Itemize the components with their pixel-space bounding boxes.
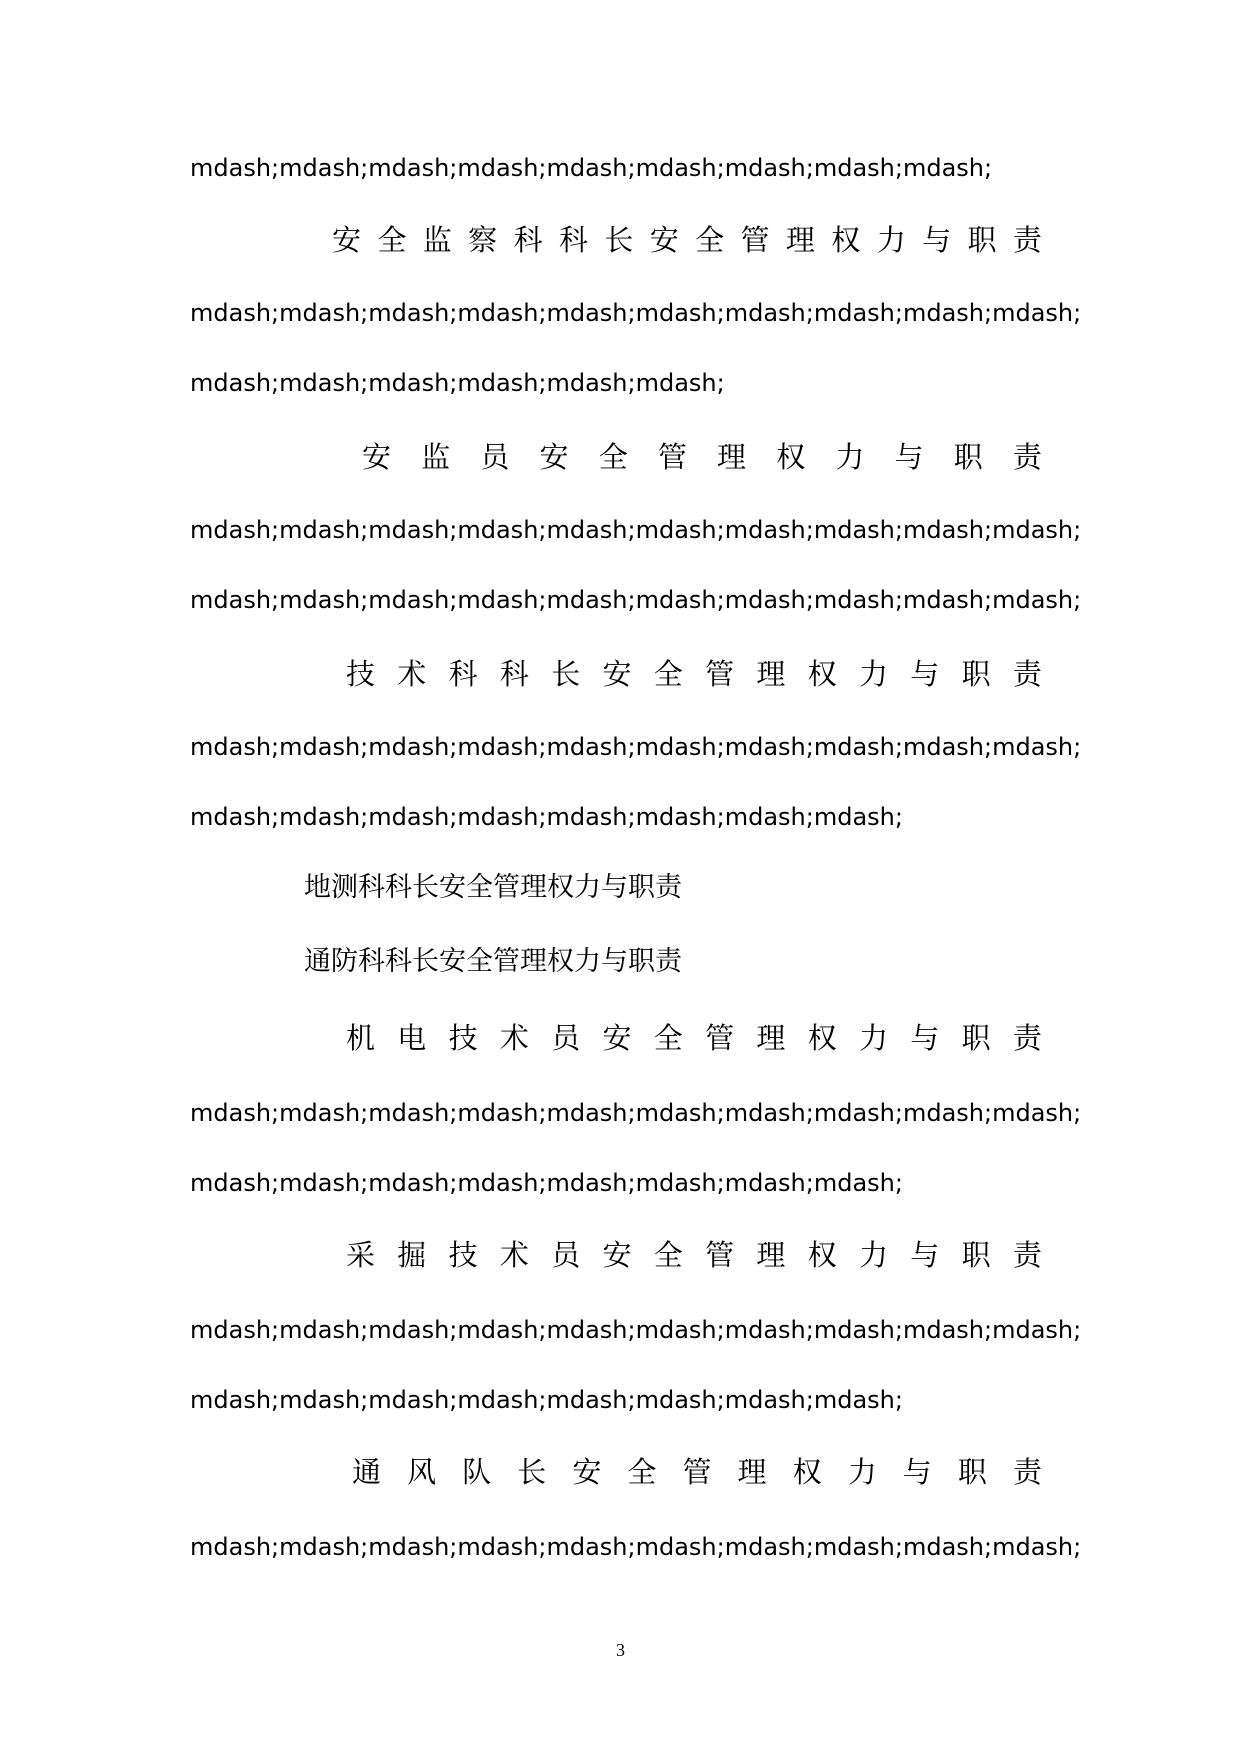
heading-char: 全 — [598, 440, 628, 474]
heading-char: 电 — [397, 1021, 427, 1055]
heading-char: 责 — [1012, 1455, 1042, 1489]
heading-char: 与 — [894, 440, 924, 474]
heading-char: 科 — [513, 223, 543, 257]
heading-char: 察 — [468, 223, 498, 257]
dash-line: mdash;mdash;mdash;mdash;mdash;mdash;mdash;mdash; — [190, 803, 903, 831]
heading-char: 队 — [462, 1455, 492, 1489]
heading-char: 力 — [858, 657, 888, 691]
heading-char: 全 — [653, 657, 683, 691]
heading-char: 安 — [649, 223, 679, 257]
heading-char: 责 — [1012, 440, 1042, 474]
heading-char: 理 — [756, 657, 786, 691]
heading-char: 力 — [876, 223, 906, 257]
heading-char: 管 — [705, 657, 735, 691]
heading-char: 全 — [695, 223, 725, 257]
dash-line: mdash;mdash;mdash;mdash;mdash;mdash;mdash;mdash; — [190, 1169, 903, 1197]
dash-line: mdash;mdash;mdash;mdash;mdash;mdash; — [190, 369, 725, 397]
heading-char: 监 — [422, 223, 452, 257]
heading-char: 管 — [740, 223, 770, 257]
heading-char: 长 — [604, 223, 634, 257]
heading-char: 理 — [737, 1455, 767, 1489]
heading-char: 全 — [653, 1021, 683, 1055]
heading-char: 职 — [957, 1455, 987, 1489]
heading-char: 安 — [362, 440, 392, 474]
page-number: 3 — [616, 1640, 625, 1660]
heading-char: 安 — [572, 1455, 602, 1489]
heading-char: 安 — [539, 440, 569, 474]
heading-char: 力 — [858, 1238, 888, 1272]
heading-char: 科 — [448, 657, 478, 691]
dash-line: mdash;mdash;mdash;mdash;mdash;mdash;mdash;mdash;mdash;mdash; — [190, 1099, 1082, 1127]
heading-char: 安 — [602, 1021, 632, 1055]
section-heading — [346, 1020, 1042, 1056]
heading-char: 管 — [682, 1455, 712, 1489]
dash-line: mdash;mdash;mdash;mdash;mdash;mdash;mdash;mdash; — [190, 1386, 903, 1414]
heading-char: 职 — [953, 440, 983, 474]
heading-char: 员 — [551, 1238, 581, 1272]
section-heading — [362, 439, 1042, 475]
heading-char: 权 — [807, 1238, 837, 1272]
heading-char: 与 — [910, 1021, 940, 1055]
heading-char: 采 — [346, 1238, 376, 1272]
heading-char: 职 — [961, 1238, 991, 1272]
heading-char: 管 — [705, 1021, 735, 1055]
heading-char: 责 — [1012, 1238, 1042, 1272]
heading-char: 员 — [551, 1021, 581, 1055]
heading-char: 安 — [602, 1238, 632, 1272]
heading-char: 与 — [922, 223, 952, 257]
heading-char: 机 — [346, 1021, 376, 1055]
heading-char: 技 — [448, 1238, 478, 1272]
heading-char: 与 — [910, 1238, 940, 1272]
heading-char: 理 — [756, 1021, 786, 1055]
heading-char: 术 — [499, 1021, 529, 1055]
heading-char: 力 — [858, 1021, 888, 1055]
section-heading — [346, 1237, 1042, 1273]
plain-heading: 地测科科长安全管理权力与职责 — [304, 872, 682, 903]
dash-line: mdash;mdash;mdash;mdash;mdash;mdash;mdash;mdash;mdash;mdash; — [190, 1533, 1082, 1561]
heading-char: 职 — [967, 223, 997, 257]
heading-char: 安 — [332, 223, 362, 257]
heading-char: 权 — [776, 440, 806, 474]
heading-char: 权 — [807, 657, 837, 691]
heading-char: 长 — [517, 1455, 547, 1489]
heading-char: 与 — [902, 1455, 932, 1489]
heading-char: 技 — [448, 1021, 478, 1055]
heading-char: 全 — [627, 1455, 657, 1489]
dash-line: mdash;mdash;mdash;mdash;mdash;mdash;mdash;mdash;mdash; — [190, 154, 993, 182]
heading-char: 力 — [847, 1455, 877, 1489]
heading-char: 掘 — [397, 1238, 427, 1272]
dash-line: mdash;mdash;mdash;mdash;mdash;mdash;mdash;mdash;mdash;mdash; — [190, 516, 1082, 544]
section-heading — [332, 222, 1042, 258]
heading-char: 通 — [352, 1455, 382, 1489]
heading-char: 全 — [377, 223, 407, 257]
heading-char: 力 — [835, 440, 865, 474]
heading-char: 理 — [785, 223, 815, 257]
heading-char: 责 — [1012, 223, 1042, 257]
heading-char: 管 — [705, 1238, 735, 1272]
heading-char: 职 — [961, 657, 991, 691]
heading-char: 全 — [653, 1238, 683, 1272]
heading-char: 责 — [1012, 1021, 1042, 1055]
heading-char: 术 — [397, 657, 427, 691]
plain-heading: 通防科科长安全管理权力与职责 — [304, 946, 682, 977]
heading-char: 科 — [499, 657, 529, 691]
heading-char: 科 — [558, 223, 588, 257]
dash-line: mdash;mdash;mdash;mdash;mdash;mdash;mdash;mdash;mdash;mdash; — [190, 586, 1082, 614]
heading-char: 权 — [807, 1021, 837, 1055]
heading-char: 与 — [910, 657, 940, 691]
heading-char: 责 — [1012, 657, 1042, 691]
heading-char: 管 — [657, 440, 687, 474]
heading-char: 理 — [756, 1238, 786, 1272]
heading-char: 权 — [831, 223, 861, 257]
dash-line: mdash;mdash;mdash;mdash;mdash;mdash;mdash;mdash;mdash;mdash; — [190, 733, 1082, 761]
heading-char: 安 — [602, 657, 632, 691]
heading-char: 理 — [717, 440, 747, 474]
heading-char: 权 — [792, 1455, 822, 1489]
heading-char: 技 — [346, 657, 376, 691]
section-heading — [352, 1454, 1042, 1490]
dash-line: mdash;mdash;mdash;mdash;mdash;mdash;mdash;mdash;mdash;mdash; — [190, 299, 1082, 327]
heading-char: 术 — [499, 1238, 529, 1272]
section-heading — [346, 656, 1042, 692]
dash-line: mdash;mdash;mdash;mdash;mdash;mdash;mdash;mdash;mdash;mdash; — [190, 1316, 1082, 1344]
heading-char: 风 — [407, 1455, 437, 1489]
heading-char: 职 — [961, 1021, 991, 1055]
heading-char: 员 — [480, 440, 510, 474]
heading-char: 长 — [551, 657, 581, 691]
heading-char: 监 — [421, 440, 451, 474]
